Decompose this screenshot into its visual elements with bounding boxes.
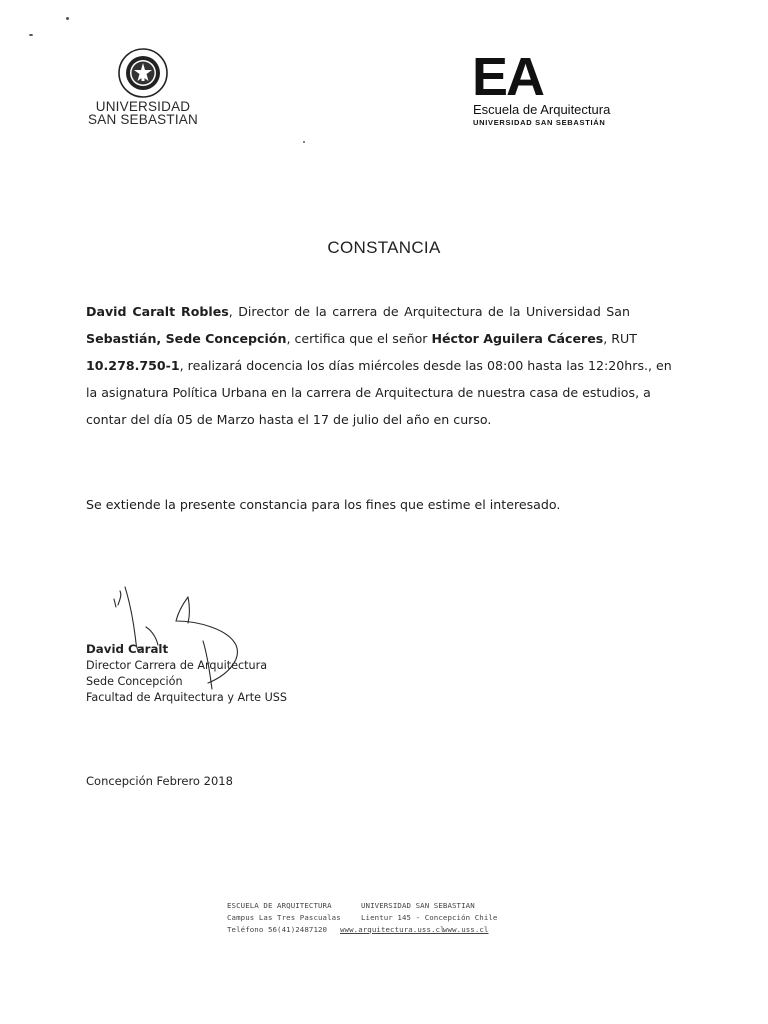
signatory-name: David Caralt: [86, 642, 169, 656]
document-title: CONSTANCIA: [327, 238, 441, 257]
signatory-role: Director Carrera de Arquitectura: [86, 659, 268, 672]
scan-speck: [303, 141, 305, 143]
professor-name: Héctor Aguilera Cáceres: [431, 331, 604, 346]
body-line-4: la asignatura Política Urbana en la carrera de Arquitectura de nuestra casa de estudios, a: [86, 385, 651, 400]
rut-value: 10.278.750-1: [86, 358, 180, 373]
place-and-date: Concepción Febrero 2018: [86, 774, 233, 788]
university-name-line2: SAN SEBASTIAN: [88, 112, 198, 127]
campus-bold: Sebastián, Sede Concepción: [86, 331, 287, 346]
footer-university: UNIVERSIDAD SAN SEBASTIAN: [361, 901, 475, 910]
closing-sentence: Se extiende la presente constancia para los fines que estime el interesado.: [86, 497, 561, 512]
body-text: , Director de la carrera de Arquitectura de la Universidad San: [228, 304, 630, 319]
footer-website-university[interactable]: www.uss.cl: [443, 925, 489, 934]
body-text: , certifica que el señor: [286, 331, 432, 346]
footer-school: ESCUELA DE ARQUITECTURA: [227, 901, 332, 910]
scan-speck: [29, 34, 33, 36]
footer-campus: Campus Las Tres Pascualas: [227, 913, 341, 922]
ea-logo-school: Escuela de Arquitectura: [473, 102, 611, 117]
footer-website-school[interactable]: www.arquitectura.uss.cl: [340, 925, 445, 934]
director-name: David Caralt Robles: [86, 304, 229, 319]
body-line-3: [86, 358, 672, 373]
ea-logo-university: UNIVERSIDAD SAN SEBASTIÁN: [473, 118, 606, 127]
body-line-5: contar del día 05 de Marzo hasta el 17 de julio del año en curso.: [86, 412, 492, 427]
university-name: [76, 100, 210, 126]
footer-phone: Teléfono 56(41)2487120: [227, 925, 328, 934]
university-seal-icon: [118, 48, 168, 98]
body-line-2: [86, 331, 637, 346]
signatory-faculty: Facultad de Arquitectura y Arte USS: [86, 691, 287, 704]
ea-logo-mark: EA: [472, 47, 544, 107]
university-name-line1: UNIVERSIDAD: [95, 99, 191, 114]
footer-address: Lientur 145 - Concepción Chile: [361, 913, 498, 922]
body-line-1: [86, 304, 630, 319]
scan-speck: [66, 17, 69, 20]
body-text: , realizará docencia los días miércoles desde las 08:00 hasta las 12:20hrs., en: [179, 358, 672, 373]
signatory-campus: Sede Concepción: [86, 675, 183, 688]
body-text: , RUT: [603, 331, 637, 346]
